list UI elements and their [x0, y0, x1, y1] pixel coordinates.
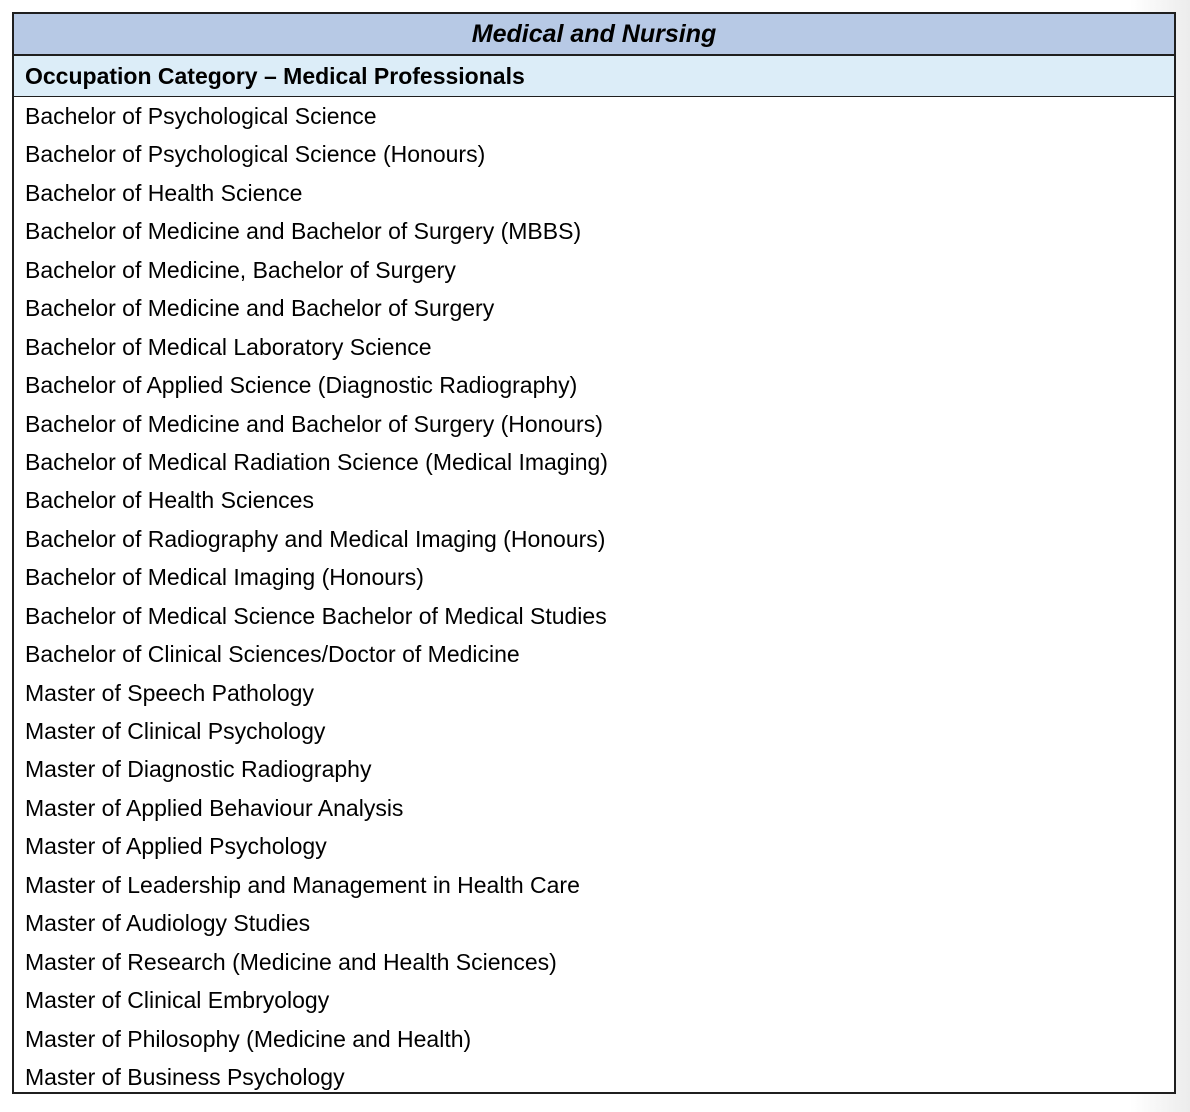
list-item: Bachelor of Applied Science (Diagnostic Radiography)	[25, 372, 578, 399]
list-item: Bachelor of Medical Imaging (Honours)	[25, 564, 424, 591]
list-item: Bachelor of Medical Radiation Science (Medical Imaging)	[25, 448, 608, 475]
category-header: Occupation Category – Medical Professionals	[14, 56, 1174, 97]
list-item: Bachelor of Radiography and Medical Imaging (Honours)	[25, 525, 606, 552]
qualification-list	[14, 97, 1174, 1096]
table-title: Medical and Nursing	[14, 14, 1174, 56]
list-item: Bachelor of Health Sciences	[25, 487, 314, 514]
list-item: Master of Philosophy (Medicine and Health)	[25, 1025, 472, 1052]
list-item: Bachelor of Health Science	[25, 179, 303, 206]
list-item: Master of Business Psychology	[25, 1063, 345, 1090]
list-item: Master of Clinical Psychology	[25, 718, 326, 744]
qualifications-table	[12, 12, 1176, 1094]
list-item: Master of Research (Medicine and Health Sciences)	[25, 948, 557, 975]
list-item: Bachelor of Medicine and Bachelor of Surgery	[25, 295, 495, 322]
list-item: Bachelor of Medical Science Bachelor of Medical Studies	[25, 602, 607, 629]
list-item: Bachelor of Medicine, Bachelor of Surgery	[25, 256, 456, 283]
list-item: Master of Applied Psychology	[25, 833, 327, 860]
list-item: Master of Leadership and Management in Health Care	[25, 871, 580, 898]
list-item: Bachelor of Psychological Science	[25, 103, 377, 129]
list-item: Bachelor of Medicine and Bachelor of Surgery (Honours)	[25, 410, 603, 437]
list-item: Master of Speech Pathology	[25, 679, 314, 706]
list-item: Master of Clinical Embryology	[25, 987, 330, 1014]
list-item: Master of Audiology Studies	[25, 910, 311, 937]
list-item: Master of Applied Behaviour Analysis	[25, 794, 404, 821]
list-item: Bachelor of Clinical Sciences/Doctor of Medicine	[25, 641, 520, 668]
list-item: Bachelor of Psychological Science (Honours)	[25, 141, 486, 168]
list-item: Master of Diagnostic Radiography	[25, 756, 372, 783]
list-item: Bachelor of Medical Laboratory Science	[25, 333, 432, 360]
list-item: Bachelor of Medicine and Bachelor of Surgery (MBBS)	[25, 218, 582, 245]
